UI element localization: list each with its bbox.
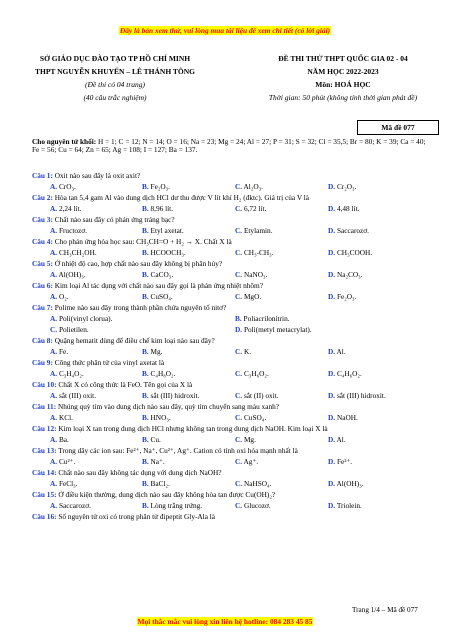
option-letter: B. <box>142 479 149 488</box>
option-letter: A. <box>50 182 58 191</box>
question-text: Trong dãy các ion sau: Fe²⁺, Na⁺, Cu²⁺, Ag⁺. Cation có tính oxi hóa mạnh nhất là <box>56 446 298 455</box>
answer-option[interactable] <box>235 205 266 213</box>
answer-option[interactable] <box>235 293 261 301</box>
answer-option[interactable] <box>235 271 267 279</box>
question-number: Câu 7: <box>32 303 53 312</box>
option-letter: A. <box>50 501 58 510</box>
option-text: Fe₂O₃. <box>336 292 357 301</box>
option-letter: C. <box>235 479 243 488</box>
option-text: Al(OH)₃. <box>58 270 86 279</box>
option-text: 6,72 lít. <box>243 204 267 213</box>
answer-options <box>32 326 437 337</box>
option-text: CH₃COOH. <box>336 248 373 257</box>
question-text: Số nguyên tử oxi có trong phân tử đipeptit Gly-Ala là <box>56 512 216 521</box>
option-letter: D. <box>328 204 336 213</box>
answer-option[interactable] <box>235 326 312 334</box>
option-text: CH₃-CH₃. <box>243 248 274 257</box>
option-letter: D. <box>235 325 243 334</box>
option-text: sắt (III) oxit. <box>58 391 97 400</box>
answer-option[interactable] <box>142 392 199 400</box>
option-letter: C. <box>50 325 58 334</box>
option-letter: A. <box>50 226 58 235</box>
hotline-text: Mọi thắc mắc vui lòng xin liên hệ hotline: 084 283 45 85 <box>137 617 313 626</box>
answer-option[interactable] <box>328 249 372 257</box>
answer-option[interactable] <box>50 271 86 279</box>
answer-option[interactable] <box>142 227 184 235</box>
option-letter: A. <box>50 479 58 488</box>
question-text: Kim loại Al tác dụng với chất nào sau đây gọi là phản ứng nhiệt nhôm? <box>52 281 263 290</box>
option-letter: D. <box>328 501 336 510</box>
option-letter: C. <box>235 369 243 378</box>
option-text: Cu. <box>150 435 161 444</box>
option-letter: A. <box>50 347 58 356</box>
header-left <box>10 55 220 107</box>
answer-options <box>32 480 437 491</box>
question-text: Chất nào sau đây không tác dụng với dung dịch NaOH? <box>56 468 222 477</box>
answer-option[interactable] <box>235 370 269 378</box>
answer-option[interactable] <box>50 315 112 323</box>
option-text: Saccarozơ. <box>336 226 369 235</box>
option-text: CH₃CH₂OH. <box>58 248 97 257</box>
option-text: Al. <box>336 435 346 444</box>
answer-option[interactable] <box>235 227 273 235</box>
option-letter: A. <box>50 369 58 378</box>
question-text: Kim loại X tan trong dung dịch HCl nhưng không tan trong dung dịch NaOH. Kim loại X là <box>56 424 328 433</box>
option-text: Fe₂O₃. <box>150 182 171 191</box>
answer-option[interactable] <box>50 249 97 257</box>
answer-option[interactable] <box>235 348 251 356</box>
option-letter: C. <box>235 413 243 422</box>
option-letter: C. <box>235 182 243 191</box>
option-text: Ba. <box>58 435 69 444</box>
answer-option[interactable] <box>142 502 202 510</box>
answer-option[interactable] <box>50 183 76 191</box>
answer-options <box>32 227 437 238</box>
option-letter: C. <box>235 270 243 279</box>
school-name: THPT NGUYỄN KHUYẾN – LÊ THÁNH TÔNG <box>34 67 196 76</box>
header-right <box>238 55 448 107</box>
option-letter: D. <box>328 226 336 235</box>
answer-option[interactable] <box>50 436 69 444</box>
option-letter: C. <box>235 292 243 301</box>
option-text: Al₂O₃. <box>243 182 264 191</box>
answer-option[interactable] <box>142 271 173 279</box>
option-text: O₂. <box>58 292 69 301</box>
preview-banner-text: Đây là bản xem thử, vui lòng mua tài liệu để xem chi tiết (có lời giải) <box>119 26 331 35</box>
answer-option[interactable] <box>328 271 363 279</box>
option-text: Poliacrilonitrin. <box>243 314 290 323</box>
answer-option[interactable] <box>142 436 161 444</box>
question-number: Câu 14: <box>32 468 57 477</box>
option-text: 2,24 lít. <box>58 204 82 213</box>
option-text: CuSO₄. <box>150 292 173 301</box>
option-text: 8,96 lít. <box>150 204 174 213</box>
option-text: Cu²⁺. <box>58 457 76 466</box>
answer-option[interactable] <box>50 392 96 400</box>
question-text: Chất nào sau đây có phản ứng tráng bạc? <box>52 215 175 224</box>
question-number: Câu 11: <box>32 402 57 411</box>
page-footer: Trang 1/4 – Mã đề 077 <box>352 606 418 614</box>
option-text: 4,48 lít. <box>336 204 360 213</box>
question-text: Polime nào sau đây trong thành phần chứa nguyên tố nitơ? <box>52 303 227 312</box>
atomic-masses-label: Cho nguyên tử khối: <box>32 137 97 146</box>
option-text: Etylamin. <box>243 226 273 235</box>
question-number: Câu 1: <box>32 171 53 180</box>
option-letter: D. <box>328 347 336 356</box>
answer-option[interactable] <box>142 348 163 356</box>
option-letter: B. <box>142 248 149 257</box>
answer-options <box>32 436 437 447</box>
answer-option[interactable] <box>142 249 186 257</box>
answer-option[interactable] <box>235 392 279 400</box>
question-number: Câu 3: <box>32 215 53 224</box>
option-letter: B. <box>142 347 149 356</box>
option-text: NaHSO₄. <box>243 479 272 488</box>
option-text: NaOH. <box>336 413 358 422</box>
answer-option[interactable] <box>235 502 271 510</box>
answer-options <box>32 183 437 194</box>
option-text: Ag⁺. <box>243 457 259 466</box>
option-letter: B. <box>235 314 242 323</box>
option-text: Al. <box>336 347 346 356</box>
answer-option[interactable] <box>235 458 258 466</box>
answer-option[interactable] <box>328 458 352 466</box>
answer-option[interactable] <box>50 458 75 466</box>
answer-option[interactable] <box>142 183 170 191</box>
option-letter: D. <box>328 435 336 444</box>
question-text: Chất X có công thức là FeO. Tên gọi của X là <box>56 380 193 389</box>
question-list <box>32 172 437 524</box>
answer-options <box>32 502 437 513</box>
option-letter: D. <box>328 182 336 191</box>
question-number: Câu 15: <box>32 490 57 499</box>
answer-option[interactable] <box>50 227 87 235</box>
preview-banner <box>0 27 450 36</box>
option-text: C₄H₆O₂. <box>336 369 362 378</box>
option-letter: D. <box>328 292 336 301</box>
question-text: Ở nhiệt độ cao, hợp chất nào sau đây không bị phân hủy? <box>52 259 223 268</box>
answer-options <box>32 348 437 359</box>
department-name: SỞ GIÁO DỤC ĐÀO TẠO TP HỒ CHÍ MINH <box>39 54 191 63</box>
question-text: Quặng hematit dùng để điều chế kim loại nào sau đây? <box>52 336 215 345</box>
question-text: Ở điều kiện thường, dung dịch nào sau đây không hòa tan được Cu(OH)₂? <box>56 490 276 499</box>
option-letter: B. <box>142 270 149 279</box>
option-letter: B. <box>142 292 149 301</box>
option-text: sắt (III) hidroxit. <box>150 391 200 400</box>
option-text: Na₂CO₃. <box>336 270 363 279</box>
option-text: C₄H₈O₂. <box>150 369 176 378</box>
option-letter: C. <box>235 457 243 466</box>
question-number: Câu 10: <box>32 380 57 389</box>
answer-options <box>32 392 437 403</box>
option-text: Cr₂O₃. <box>336 182 357 191</box>
option-letter: B. <box>142 391 149 400</box>
option-letter: A. <box>50 248 58 257</box>
option-text: sắt (II) oxit. <box>243 391 279 400</box>
option-text: Lòng trắng trứng. <box>150 501 203 510</box>
question-text: Oxit nào sau đây là oxit axit? <box>52 171 141 180</box>
answer-option[interactable] <box>50 326 89 334</box>
answer-option[interactable] <box>328 502 362 510</box>
option-text: BaCl₂. <box>150 479 170 488</box>
option-text: CuSO₄. <box>243 413 267 422</box>
answer-option[interactable] <box>142 480 170 488</box>
answer-option[interactable] <box>328 227 369 235</box>
answer-option[interactable] <box>235 414 266 422</box>
option-text: Glucozơ. <box>243 501 271 510</box>
answer-options <box>32 414 437 425</box>
school-year: NĂM HỌC 2022-2023 <box>307 67 379 76</box>
question-text: Nhúng quỳ tím vào dung dịch nào sau đây, quỳ tím chuyển sang màu xanh? <box>56 402 279 411</box>
option-text: Mg. <box>150 347 163 356</box>
answer-option[interactable] <box>328 480 364 488</box>
question-text: Công thức phân tử của vinyl axetat là <box>52 358 165 367</box>
option-letter: D. <box>328 248 336 257</box>
option-letter: A. <box>50 457 58 466</box>
option-letter: B. <box>142 501 149 510</box>
option-letter: A. <box>50 314 58 323</box>
answer-option[interactable] <box>328 436 346 444</box>
answer-options <box>32 458 437 469</box>
subject: Môn: HOÁ HỌC <box>315 80 371 89</box>
answer-option[interactable] <box>50 205 81 213</box>
option-text: NaNO₃. <box>243 270 268 279</box>
exam-code-box: Mã đề 077 <box>357 120 439 135</box>
answer-option[interactable] <box>328 205 359 213</box>
option-text: Etyl axetat. <box>150 226 184 235</box>
time-limit: Thời gian: 50 phút (không tính thời gian phát đề) <box>268 93 418 102</box>
answer-options <box>32 271 437 282</box>
option-letter: B. <box>142 413 149 422</box>
option-text: MgO. <box>243 292 262 301</box>
option-letter: B. <box>142 369 149 378</box>
answer-option[interactable] <box>328 183 356 191</box>
option-text: sắt (III) hidroxit. <box>336 391 386 400</box>
question-number: Câu 6: <box>32 281 53 290</box>
option-letter: C. <box>235 204 243 213</box>
option-letter: C. <box>235 501 243 510</box>
option-letter: C. <box>235 248 243 257</box>
option-letter: D. <box>328 413 336 422</box>
option-letter: B. <box>142 226 149 235</box>
question-count-note: (40 câu trắc nghiệm) <box>83 93 147 102</box>
option-text: CaCO₃. <box>150 270 174 279</box>
answer-option[interactable] <box>50 480 78 488</box>
option-letter: A. <box>50 270 58 279</box>
option-text: Mg. <box>243 435 256 444</box>
answer-option[interactable] <box>328 348 346 356</box>
exam-title: ĐỀ THI THỬ THPT QUỐC GIA 02 - 04 <box>278 54 408 63</box>
option-text: Poli(metyl metacrylat). <box>243 325 312 334</box>
option-letter: A. <box>50 292 58 301</box>
option-letter: D. <box>328 391 336 400</box>
question-text: Hòa tan 5,4 gam Al vào dung dịch HCl dư thu được V lít khí H₂ (đktc). Giá trị của V là <box>52 193 310 202</box>
question-number: Câu 2: <box>32 193 53 202</box>
question-number: Câu 4: <box>32 237 53 246</box>
option-letter: B. <box>142 204 149 213</box>
answer-option[interactable] <box>50 502 91 510</box>
question-number: Câu 16: <box>32 512 57 521</box>
option-letter: B. <box>142 435 149 444</box>
question-number: Câu 13: <box>32 446 57 455</box>
answer-option[interactable] <box>235 480 271 488</box>
option-letter: C. <box>235 226 243 235</box>
page-count-note: (Đề thi có 04 trang) <box>85 80 145 89</box>
option-text: Saccarozơ. <box>58 501 91 510</box>
option-letter: C. <box>235 347 243 356</box>
option-text: KCl. <box>58 413 73 422</box>
option-letter: D. <box>328 457 336 466</box>
answer-option[interactable] <box>142 414 171 422</box>
option-letter: D. <box>328 369 336 378</box>
option-text: C₃H₄O₂. <box>58 369 84 378</box>
answer-option[interactable] <box>328 370 362 378</box>
option-text: Fe²⁺. <box>336 457 353 466</box>
option-letter: B. <box>142 457 149 466</box>
option-letter: D. <box>328 479 336 488</box>
option-text: HCOOCH₃. <box>150 248 186 257</box>
option-text: Fructozơ. <box>58 226 87 235</box>
answer-option[interactable] <box>142 458 165 466</box>
option-text: K. <box>243 347 252 356</box>
answer-option[interactable] <box>50 370 84 378</box>
answer-option[interactable] <box>328 392 386 400</box>
atomic-masses <box>32 138 432 155</box>
answer-options <box>32 370 437 381</box>
question-stem <box>32 513 437 524</box>
option-text: HNO₃. <box>150 413 171 422</box>
option-text: Poli(vinyl clorua). <box>58 314 113 323</box>
option-letter: A. <box>50 413 58 422</box>
option-letter: B. <box>142 182 149 191</box>
hotline-banner <box>0 618 450 627</box>
question-number: Câu 9: <box>32 358 53 367</box>
answer-option[interactable] <box>235 249 274 257</box>
option-letter: C. <box>235 435 243 444</box>
answer-option[interactable] <box>142 205 173 213</box>
answer-options <box>32 205 437 216</box>
question-number: Câu 5: <box>32 259 53 268</box>
answer-option[interactable] <box>50 348 68 356</box>
option-text: Al(OH)₃. <box>336 479 364 488</box>
answer-options <box>32 293 437 304</box>
option-letter: C. <box>235 391 243 400</box>
option-letter: A. <box>50 204 58 213</box>
option-letter: A. <box>50 391 58 400</box>
option-text: Polietilen. <box>58 325 89 334</box>
option-text: Triolein. <box>336 501 362 510</box>
question-text: Cho phản ứng hóa học sau: CH₃CH=O + H₂ → X. Chất X là <box>52 237 232 246</box>
option-text: Fe. <box>58 347 69 356</box>
answer-option[interactable] <box>328 414 358 422</box>
answer-option[interactable] <box>235 183 263 191</box>
answer-option[interactable] <box>235 315 290 323</box>
option-text: CrO₃. <box>58 182 76 191</box>
answer-option[interactable] <box>235 436 256 444</box>
answer-option[interactable] <box>50 414 73 422</box>
answer-options <box>32 249 437 260</box>
option-text: C₃H₆O₂. <box>243 369 269 378</box>
answer-option[interactable] <box>142 293 173 301</box>
answer-option[interactable] <box>142 370 175 378</box>
option-text: Na⁺. <box>150 457 165 466</box>
option-text: FeCl₃. <box>58 479 78 488</box>
option-letter: D. <box>328 270 336 279</box>
answer-option[interactable] <box>50 293 69 301</box>
atomic-masses-values: H = 1; C = 12; N = 14; O = 16; Na = 23; Mg = 24; Al = 27; P = 31; S = 32; Cl = 35,5; Br = 80; K = 39; Ca = 40; Fe = 56; Cu = 64; Zn = 65; Ag = 108; I = 127; Ba = 137. <box>32 137 426 155</box>
answer-option[interactable] <box>328 293 356 301</box>
question-number: Câu 8: <box>32 336 53 345</box>
option-letter: A. <box>50 435 58 444</box>
question-number: Câu 12: <box>32 424 57 433</box>
